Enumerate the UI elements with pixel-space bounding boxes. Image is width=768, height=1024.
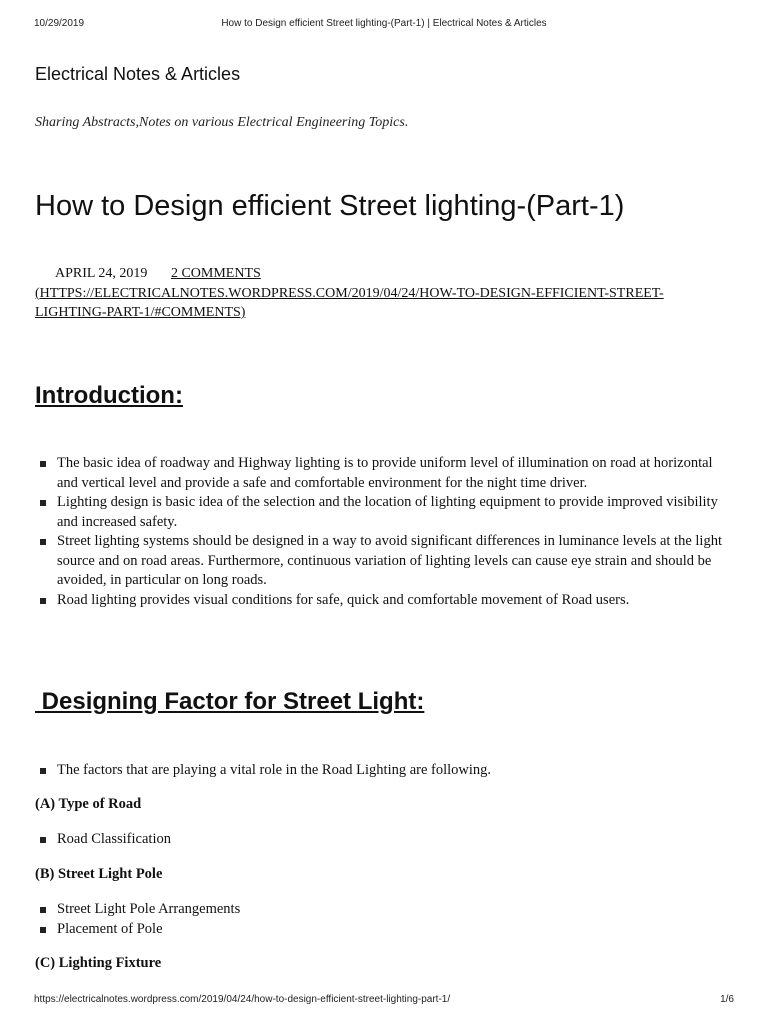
list-item: Placement of Pole <box>35 920 735 940</box>
introduction-heading: Introduction: <box>35 382 183 409</box>
site-title[interactable]: Electrical Notes & Articles <box>35 64 241 84</box>
print-date: 10/29/2019 <box>34 18 85 29</box>
subheading-type-of-road: (A) Type of Road <box>35 796 142 812</box>
comments-url-link[interactable]: (HTTPS://ELECTRICALNOTES.WORDPRESS.COM/2019/04/24/HOW-TO-DESIGN-EFFICIENT-STREET-LIGHTING-PART-1/#COMMENTS) <box>35 285 664 320</box>
print-page-title: How to Design efficient Street lighting-(Part-1) | Electrical Notes & Articles <box>221 18 547 29</box>
factor-intro-list <box>35 761 735 781</box>
list-item: Lighting design is basic idea of the selection and the location of lighting equipment to provide improved visibility and increased safety. <box>35 493 735 532</box>
print-url: https://electricalnotes.wordpress.com/2019/04/24/how-to-design-efficient-street-lighting-part-1/ <box>34 994 451 1005</box>
list-item: The factors that are playing a vital role in the Road Lighting are following. <box>35 761 735 781</box>
post-meta <box>35 264 735 323</box>
pole-list <box>35 900 735 939</box>
post-date: APRIL 24, 2019 <box>55 266 148 281</box>
list-item: Street lighting systems should be designed in a way to avoid significant differences in luminance levels at the light source and on road areas. Furthermore, continuous variation of lighting levels can cause eye strain and should be avoided, in particular on long roads. <box>35 532 735 591</box>
list-item: Road Classification <box>35 830 735 850</box>
subheading-street-light-pole: (B) Street Light Pole <box>35 866 163 882</box>
site-tagline: Sharing Abstracts,Notes on various Electrical Engineering Topics. <box>35 115 409 130</box>
post-title: How to Design efficient Street lighting-(Part-1) <box>35 190 625 222</box>
comments-link[interactable]: 2 COMMENTS <box>170 266 261 281</box>
introduction-list <box>35 454 735 610</box>
road-type-list <box>35 830 735 850</box>
page-number: 1/6 <box>720 994 734 1005</box>
list-item: Road lighting provides visual conditions for safe, quick and comfortable movement of Road users. <box>35 591 735 611</box>
designing-factor-heading: Designing Factor for Street Light: <box>35 688 425 715</box>
list-item: Street Light Pole Arrangements <box>35 900 735 920</box>
subheading-lighting-fixture: (C) Lighting Fixture <box>35 955 162 971</box>
print-footer <box>34 994 734 1008</box>
print-header <box>34 18 734 32</box>
list-item: The basic idea of roadway and Highway lighting is to provide uniform level of illumination on road at horizontal and vertical level and provide a safe and comfortable environment for the night time driver. <box>35 454 735 493</box>
